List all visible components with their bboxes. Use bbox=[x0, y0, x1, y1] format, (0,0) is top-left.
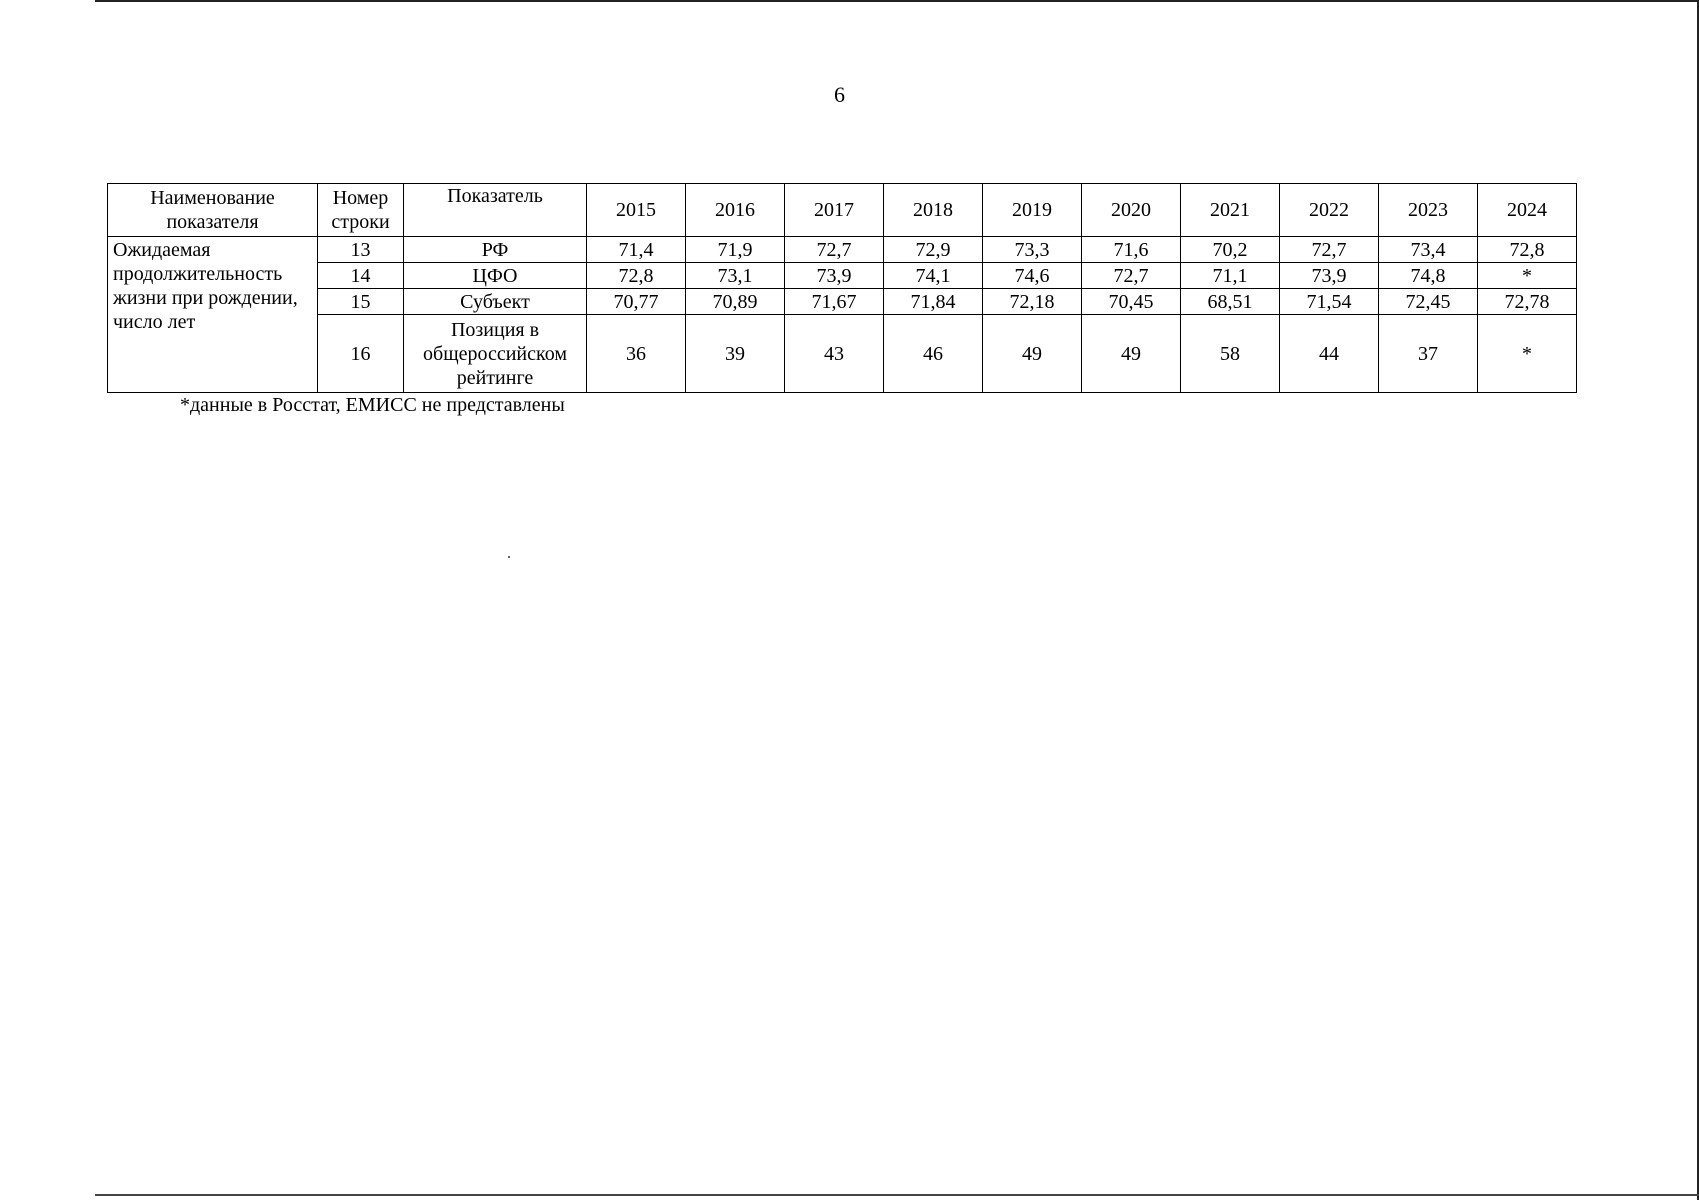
header-year: 2019 bbox=[983, 184, 1082, 237]
table-cell: 74,8 bbox=[1379, 263, 1478, 289]
indicator-name-cell: Ожидаемая продолжительность жизни при рождении, число лет bbox=[108, 237, 318, 393]
table-cell: 49 bbox=[1082, 315, 1181, 393]
table-cell: 72,45 bbox=[1379, 289, 1478, 315]
table-cell: 71,1 bbox=[1181, 263, 1280, 289]
table-row bbox=[108, 315, 1577, 393]
header-year: 2015 bbox=[587, 184, 686, 237]
row-label: РФ bbox=[404, 237, 587, 263]
table-cell: 74,6 bbox=[983, 263, 1082, 289]
header-year: 2021 bbox=[1181, 184, 1280, 237]
header-year: 2018 bbox=[884, 184, 983, 237]
header-name: Наименование показателя bbox=[108, 184, 318, 237]
table-cell: 58 bbox=[1181, 315, 1280, 393]
table-cell: 71,6 bbox=[1082, 237, 1181, 263]
table-cell: 46 bbox=[884, 315, 983, 393]
table-cell: 72,78 bbox=[1478, 289, 1577, 315]
header-year: 2022 bbox=[1280, 184, 1379, 237]
table-cell: 72,8 bbox=[1478, 237, 1577, 263]
table-cell: 39 bbox=[686, 315, 785, 393]
header-year: 2023 bbox=[1379, 184, 1478, 237]
header-year: 2016 bbox=[686, 184, 785, 237]
table-cell: 43 bbox=[785, 315, 884, 393]
header-year: 2020 bbox=[1082, 184, 1181, 237]
scan-speck bbox=[508, 556, 510, 558]
table-cell: 44 bbox=[1280, 315, 1379, 393]
table-cell: 70,45 bbox=[1082, 289, 1181, 315]
table-cell: 49 bbox=[983, 315, 1082, 393]
table-cell: 73,4 bbox=[1379, 237, 1478, 263]
scan-edge-bottom bbox=[95, 1194, 1699, 1196]
scan-edge-top bbox=[95, 0, 1699, 2]
table-cell: 71,9 bbox=[686, 237, 785, 263]
header-year: 2017 bbox=[785, 184, 884, 237]
row-number: 14 bbox=[318, 263, 404, 289]
table-cell: 72,7 bbox=[1280, 237, 1379, 263]
table-cell: 71,67 bbox=[785, 289, 884, 315]
table-cell: 36 bbox=[587, 315, 686, 393]
table-cell: 70,89 bbox=[686, 289, 785, 315]
table-cell: 71,54 bbox=[1280, 289, 1379, 315]
table-cell: 71,4 bbox=[587, 237, 686, 263]
row-number: 15 bbox=[318, 289, 404, 315]
table-cell: * bbox=[1478, 263, 1577, 289]
table-cell: 73,3 bbox=[983, 237, 1082, 263]
table-cell: 72,8 bbox=[587, 263, 686, 289]
table-cell: 72,9 bbox=[884, 237, 983, 263]
row-number: 13 bbox=[318, 237, 404, 263]
table-cell: 72,18 bbox=[983, 289, 1082, 315]
row-number: 16 bbox=[318, 315, 404, 393]
life-expectancy-table bbox=[107, 183, 1577, 393]
page-number: 6 bbox=[834, 82, 845, 107]
footnote: *данные в Росстат, ЕМИСС не представлены bbox=[180, 394, 565, 416]
table-cell: 70,77 bbox=[587, 289, 686, 315]
table-row bbox=[108, 263, 1577, 289]
table-row bbox=[108, 289, 1577, 315]
table-cell: 72,7 bbox=[1082, 263, 1181, 289]
table-header-row bbox=[108, 184, 1577, 237]
table-cell: 72,7 bbox=[785, 237, 884, 263]
table-row bbox=[108, 237, 1577, 263]
table-cell: 68,51 bbox=[1181, 289, 1280, 315]
header-row-number: Номер строки bbox=[318, 184, 404, 237]
table-cell: 73,9 bbox=[785, 263, 884, 289]
table-cell: 73,9 bbox=[1280, 263, 1379, 289]
table-cell: 70,2 bbox=[1181, 237, 1280, 263]
table-cell: 74,1 bbox=[884, 263, 983, 289]
row-label: Позиция в общероссийском рейтинге bbox=[404, 315, 587, 393]
row-label: ЦФО bbox=[404, 263, 587, 289]
header-indicator: Показатель bbox=[404, 184, 587, 237]
table-cell: 37 bbox=[1379, 315, 1478, 393]
table-cell: 71,84 bbox=[884, 289, 983, 315]
row-label: Субъект bbox=[404, 289, 587, 315]
header-year: 2024 bbox=[1478, 184, 1577, 237]
table-cell: 73,1 bbox=[686, 263, 785, 289]
table-cell: * bbox=[1478, 315, 1577, 393]
